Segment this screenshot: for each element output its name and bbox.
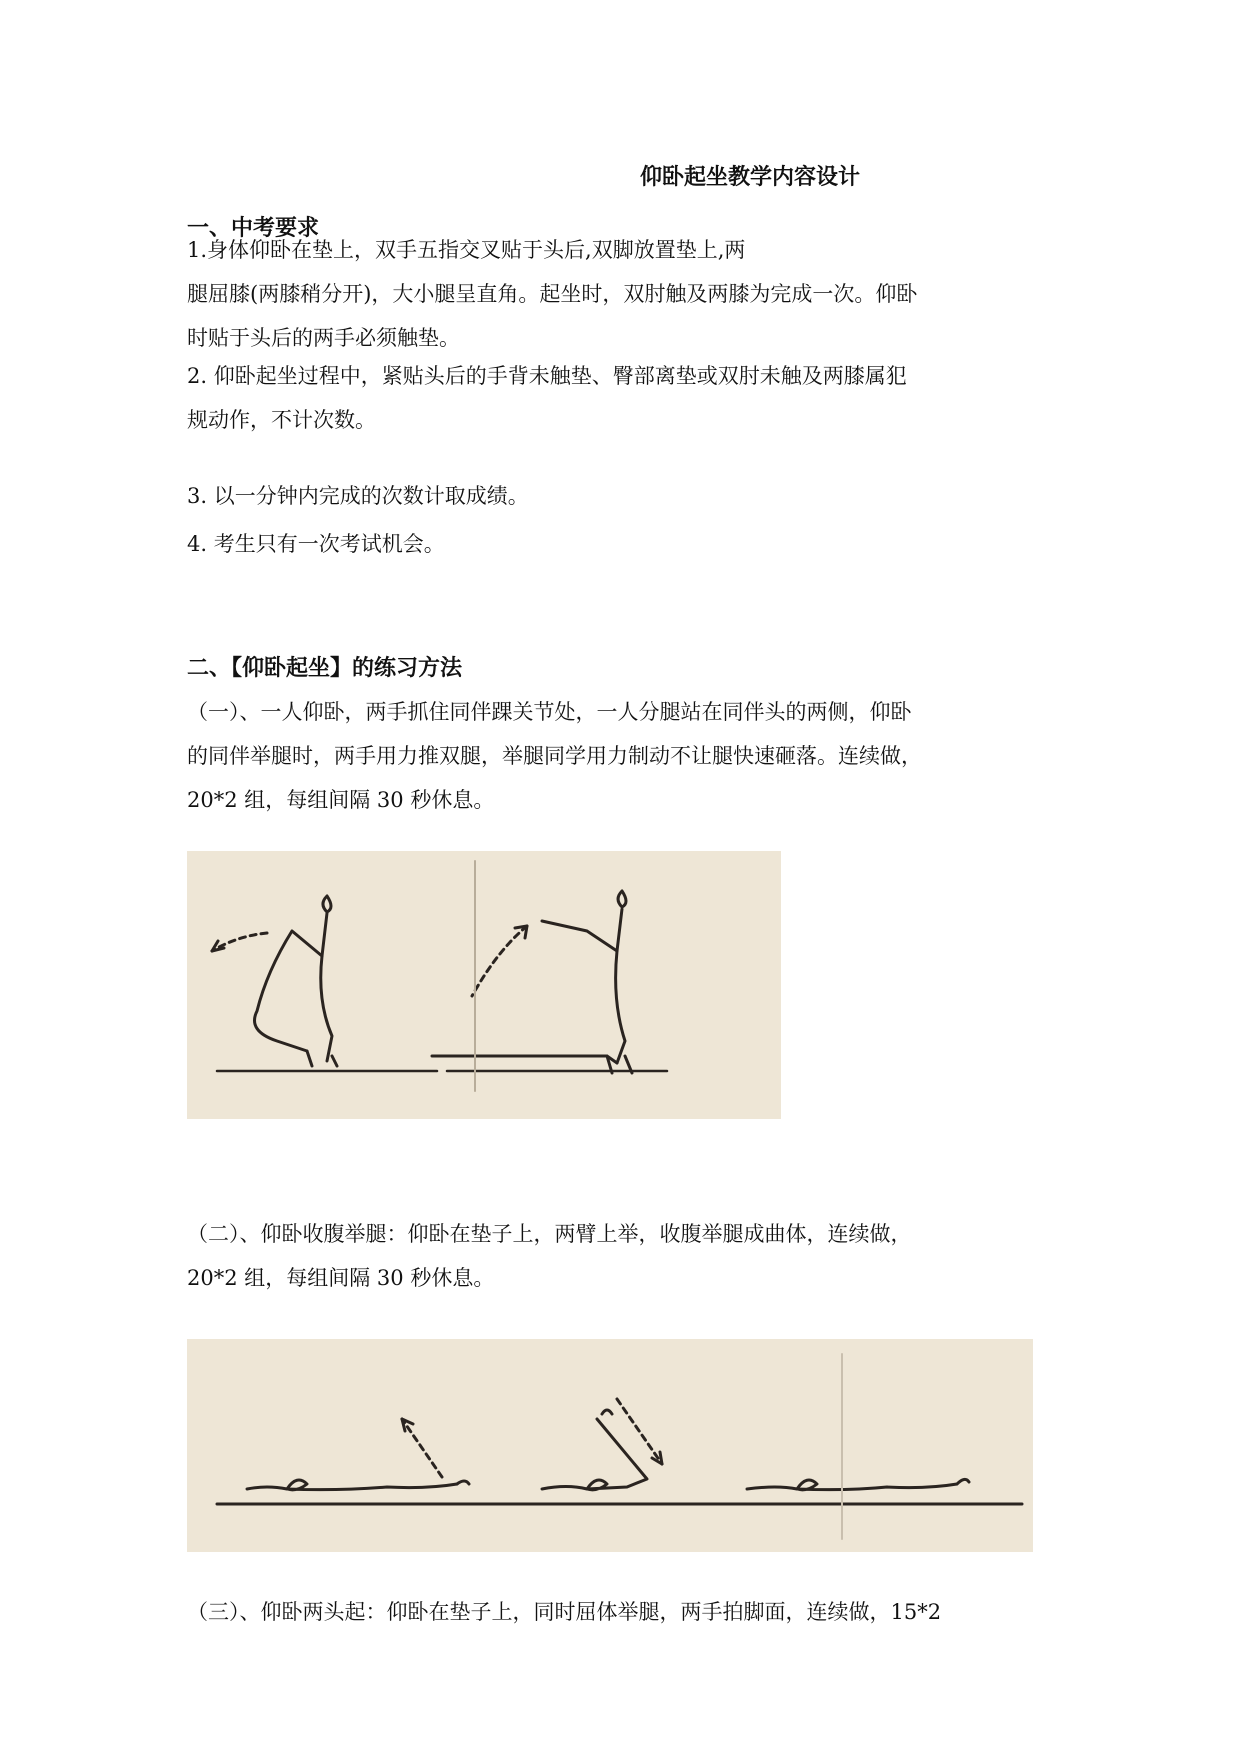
practice-method-1 <box>187 690 1067 822</box>
text-line: 腿屈膝(两膝稍分开)，大小腿呈直角。起坐时，双肘触及两膝为完成一次。仰卧 <box>187 282 918 306</box>
figure-leg-raise <box>187 1339 1033 1552</box>
standing-body-icon <box>321 913 332 1061</box>
practice-method-2 <box>187 1212 1067 1300</box>
lying-legs-icon <box>432 1056 617 1063</box>
head-icon <box>323 896 331 912</box>
text-line: 的同伴举腿时，两手用力推双腿，举腿同学用力制动不让腿快速砸落。连续做， <box>187 744 922 768</box>
feet-icon <box>457 1481 469 1484</box>
arms-icon <box>542 921 617 951</box>
text-line: 20*2 组，每组间隔 30 秒休息。 <box>187 1266 495 1290</box>
requirement-item-1 <box>187 228 1067 360</box>
text-line: 4. 考生只有一次考试机会。 <box>187 532 445 556</box>
lying-body-icon <box>747 1480 957 1490</box>
text-line: 时贴于头后的两手必须触垫。 <box>187 326 460 350</box>
text-line: 1.身体仰卧在垫上，双手五指交叉贴于头后,双脚放置垫上,两 <box>187 238 746 262</box>
figure-partner-leg-push-drawing <box>187 851 781 1119</box>
text-line: （一）、一人仰卧，两手抓住同伴踝关节处，一人分腿站在同伴头的两侧，仰卧 <box>187 700 912 724</box>
dashed-arrow-icon <box>402 1419 442 1477</box>
text-line: （三）、仰卧两头起：仰卧在垫子上，同时屈体举腿，两手拍脚面，连续做，15*2 <box>187 1600 942 1624</box>
page-title: 仰卧起坐教学内容设计 <box>639 164 860 190</box>
feet-icon <box>602 1410 612 1414</box>
standing-body-icon <box>616 909 625 1063</box>
practice-method-3 <box>187 1590 1067 1634</box>
head-icon <box>618 891 626 907</box>
figure-partner-leg-push <box>187 851 781 1119</box>
section-heading-practice-methods: 二、【仰卧起坐】的练习方法 <box>187 655 463 681</box>
text-line: 3. 以一分钟内完成的次数计取成绩。 <box>187 484 529 508</box>
lying-body-icon <box>247 1480 457 1490</box>
text-line: 20*2 组，每组间隔 30 秒休息。 <box>187 788 495 812</box>
raised-legs-icon <box>255 931 323 1051</box>
feet-icon <box>307 1051 337 1066</box>
requirement-item-4 <box>187 522 1067 566</box>
dashed-arrow-icon <box>617 1399 662 1464</box>
text-line: 规动作，不计次数。 <box>187 408 376 432</box>
figure-leg-raise-drawing <box>187 1339 1033 1552</box>
text-line: （二）、仰卧收腹举腿：仰卧在垫子上，两臂上举，收腹举腿成曲体，连续做， <box>187 1222 912 1246</box>
bent-body-icon <box>542 1419 647 1490</box>
dashed-arrow-icon <box>472 926 527 996</box>
requirement-item-3 <box>187 474 1067 518</box>
requirement-item-2 <box>187 354 1067 442</box>
section-heading-exam-requirements: 一、中考要求 <box>187 215 320 241</box>
text-line: 2. 仰卧起坐过程中，紧贴头后的手背未触垫、臀部离垫或双肘未触及两膝属犯 <box>187 364 907 388</box>
feet-icon <box>957 1479 969 1484</box>
